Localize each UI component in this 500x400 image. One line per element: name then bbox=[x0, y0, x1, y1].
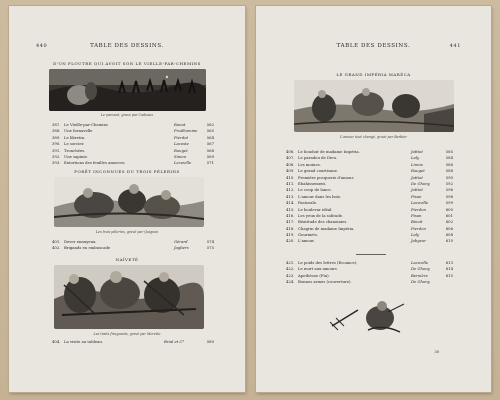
entry-number: 390. bbox=[52, 141, 61, 147]
left-section1-heading: D'UN PLOUTRE QUI AVOIT SON LE VIELLE-PAR-CHEMINS bbox=[53, 61, 201, 66]
entry-number: 393. bbox=[52, 160, 61, 166]
entry-title: Le grand courtisane. bbox=[298, 168, 339, 174]
entry-title: Le boudoir de madame Impéria. bbox=[298, 149, 360, 154]
entry-number: 412. bbox=[286, 187, 295, 193]
entry-title: Le mort aux amours bbox=[298, 266, 337, 272]
entry-number: 407. bbox=[286, 155, 295, 161]
entry-number: 410. bbox=[286, 174, 295, 180]
entry-page: 610 bbox=[445, 238, 453, 244]
entry-title: Dever ennuyeux. bbox=[64, 239, 97, 244]
entry-title: Le coup de lance. bbox=[298, 187, 332, 193]
entry-artist: Prudhomme bbox=[174, 128, 198, 134]
entry-page: 565 bbox=[206, 128, 214, 134]
left-section3-entries bbox=[52, 339, 217, 345]
entry-artist: Lacoville bbox=[411, 200, 429, 206]
entry-page: 601 bbox=[445, 212, 453, 218]
entry-number: 422. bbox=[286, 266, 295, 272]
left-page bbox=[9, 6, 245, 392]
entry-number: 415. bbox=[286, 206, 295, 212]
entry-number: 409. bbox=[286, 168, 295, 174]
entry-title: Première pocquerie d'amour. bbox=[298, 174, 355, 180]
entry-title: La visite au tableau. bbox=[64, 339, 104, 344]
left-section2-entries bbox=[52, 239, 217, 252]
entry-page: 602 bbox=[445, 219, 453, 225]
entry-page: 574 bbox=[206, 239, 214, 244]
left-section1-entries bbox=[52, 122, 217, 167]
entry-page: 564 bbox=[206, 134, 214, 140]
entry-page: 567 bbox=[206, 141, 214, 147]
entry-title: Extortions des feuilles amorces. bbox=[64, 160, 126, 166]
illustration-vignette-warrior bbox=[328, 296, 408, 336]
right-section1-entries bbox=[286, 149, 456, 245]
entry-page: 590 bbox=[445, 174, 453, 180]
entry-artist: Rouget bbox=[174, 147, 188, 153]
entry-title: Brigands en embuscade bbox=[64, 245, 111, 251]
entry-title: Une sapinie. bbox=[64, 153, 89, 159]
entry-title: Ebahissement. bbox=[298, 180, 327, 186]
entry-title: Apothéose (Fin). bbox=[298, 272, 330, 278]
entry-number: 402. bbox=[52, 245, 61, 251]
entry-artist: Lacoville bbox=[411, 260, 429, 265]
list-item bbox=[286, 279, 456, 285]
entry-page: 585 bbox=[445, 149, 453, 154]
entry-number: 411. bbox=[286, 180, 295, 186]
entry-artist: Gérard bbox=[174, 239, 188, 244]
entry-artist: Jattiot bbox=[411, 174, 423, 180]
entry-artist: Pisan bbox=[411, 212, 422, 218]
entry-number: 413. bbox=[286, 193, 295, 199]
entry-number: 417. bbox=[286, 219, 295, 225]
section-divider bbox=[356, 254, 386, 255]
left-section2-heading: FORÊT INCONNUES DU TROIS PÈLERINS bbox=[74, 169, 180, 174]
entry-artist: Linnis bbox=[411, 161, 423, 167]
entry-artist: Ronot bbox=[174, 122, 186, 127]
entry-number: 424. bbox=[286, 279, 295, 285]
right-page bbox=[256, 6, 491, 392]
entry-artist: Simon bbox=[174, 153, 187, 159]
entry-title: Bonnes armes (couverture). bbox=[298, 279, 352, 285]
entry-number: 392. bbox=[52, 153, 61, 159]
entry-title: Les yeux de la solitude. bbox=[298, 212, 344, 218]
entry-artist: Pisan bbox=[411, 193, 422, 199]
entry-title: Le Vieille-par-Chemins bbox=[64, 122, 108, 127]
entry-artist: Brial et C° bbox=[164, 339, 185, 344]
entry-artist: Bernière bbox=[411, 272, 428, 278]
entry-title: Gourmets. bbox=[298, 232, 319, 238]
left-section2-caption: Les trois pèlerins, gravé par Quignon bbox=[95, 230, 159, 234]
entry-artist: Lacoste bbox=[174, 141, 189, 147]
entry-number: 389. bbox=[52, 134, 61, 140]
entry-title: Une fornavelle bbox=[64, 128, 93, 134]
entry-artist: Lecoville bbox=[174, 160, 192, 166]
entry-page: 588 bbox=[445, 168, 453, 174]
entry-page: 562 bbox=[206, 122, 214, 127]
entry-title: Tronchées. bbox=[64, 147, 86, 153]
illustration-imperia-procession bbox=[294, 80, 454, 132]
entry-artist: Laly bbox=[411, 232, 420, 238]
entry-artist: Jattiot bbox=[411, 149, 423, 154]
entry-artist: De Ghony bbox=[411, 180, 430, 186]
entry-page: 575 bbox=[206, 245, 214, 251]
list-item bbox=[52, 339, 217, 345]
entry-title: L'amour dans les bois. bbox=[298, 193, 342, 199]
left-page-number: 440 bbox=[36, 43, 48, 49]
entry-number: 414. bbox=[286, 200, 295, 206]
entry-page: 613 bbox=[445, 260, 453, 265]
illustration-night-scene bbox=[49, 69, 206, 111]
entry-page: 592 bbox=[445, 180, 453, 186]
left-section3-heading: NAÏVETÉ bbox=[115, 257, 139, 262]
entry-page: 599 bbox=[445, 200, 453, 206]
entry-page: 608 bbox=[445, 232, 453, 238]
entry-number: 406. bbox=[286, 149, 295, 154]
entry-page: 596 bbox=[445, 187, 453, 193]
entry-number: 387. bbox=[52, 122, 61, 127]
entry-title: Le poids des lettres (Ecoance). bbox=[298, 260, 358, 265]
entry-artist: Jagbers bbox=[174, 245, 189, 251]
list-item bbox=[52, 245, 217, 251]
right-page-number: 441 bbox=[449, 43, 461, 49]
entry-number: 388. bbox=[52, 128, 61, 134]
entry-artist: Laly bbox=[411, 155, 420, 161]
entry-page: 580 bbox=[206, 339, 214, 344]
entry-number: 423. bbox=[286, 272, 295, 278]
entry-number: 391. bbox=[52, 147, 61, 153]
entry-number: 404. bbox=[52, 339, 61, 344]
entry-number: 421. bbox=[286, 260, 295, 265]
entry-page: 598 bbox=[445, 193, 453, 199]
entry-artist: Jabgeor bbox=[411, 238, 426, 244]
entry-artist: Pierdon bbox=[411, 225, 426, 231]
entry-artist: Binoit bbox=[411, 219, 423, 225]
entry-number: 416. bbox=[286, 212, 295, 218]
entry-page: 569 bbox=[206, 153, 214, 159]
right-section2-entries bbox=[286, 260, 456, 286]
list-item bbox=[286, 238, 456, 244]
entry-artist: Jattiot bbox=[411, 187, 423, 193]
right-folio: 30 bbox=[434, 350, 439, 354]
entry-page: 606 bbox=[445, 225, 453, 231]
illustration-battle-crowd bbox=[54, 265, 204, 329]
entry-title: Le boulevar idéal. bbox=[298, 206, 333, 212]
entry-page: 600 bbox=[445, 206, 453, 212]
entry-artist: Pierdon bbox=[411, 206, 426, 212]
entry-number: 401. bbox=[52, 239, 61, 244]
entry-title: Le sorcier. bbox=[64, 141, 85, 147]
entry-title: Pastorale. bbox=[298, 200, 318, 206]
right-section1-caption: L'amour tout changé, gravé par Barbier bbox=[340, 135, 407, 139]
entry-page: 584 bbox=[445, 155, 453, 161]
entry-title: Le paradou de Dieu. bbox=[298, 155, 338, 161]
entry-page: 571 bbox=[206, 160, 214, 166]
entry-title: Chagrin de madame Impéria. bbox=[298, 225, 355, 231]
right-running-title: TABLE DES DESSINS. bbox=[336, 43, 411, 49]
entry-page: 568 bbox=[206, 147, 214, 153]
entry-title: Le libretin. bbox=[64, 134, 86, 140]
entry-page: 614 bbox=[445, 266, 453, 272]
entry-number: 408. bbox=[286, 161, 295, 167]
entry-number: 419. bbox=[286, 232, 295, 238]
entry-page: 586 bbox=[445, 161, 453, 167]
right-section1-heading: LE GRAND IMPÉRIA MARÉCA bbox=[336, 72, 411, 77]
entry-page: 615 bbox=[445, 272, 453, 278]
entry-artist: Rouget bbox=[411, 168, 425, 174]
left-section1-caption: Le paesant, grave par Cadeaux bbox=[100, 113, 154, 117]
entry-number: 418. bbox=[286, 225, 295, 231]
illustration-three-pilgrims bbox=[54, 177, 204, 227]
entry-title: Béatitude des chanoinies. bbox=[298, 219, 348, 225]
entry-artist: De Ghony bbox=[411, 266, 430, 272]
entry-number: 420. bbox=[286, 238, 295, 244]
left-running-title: TABLE DES DESSINS. bbox=[90, 43, 164, 49]
left-section3-caption: Les traits fringuants, gravé par Morette bbox=[93, 332, 161, 336]
entry-artist: Pierdot bbox=[174, 134, 189, 140]
entry-title: L'amour. bbox=[298, 238, 315, 244]
entry-artist: De Ghony bbox=[411, 279, 430, 285]
entry-title: Les moines. bbox=[298, 161, 321, 167]
list-item bbox=[52, 160, 217, 166]
